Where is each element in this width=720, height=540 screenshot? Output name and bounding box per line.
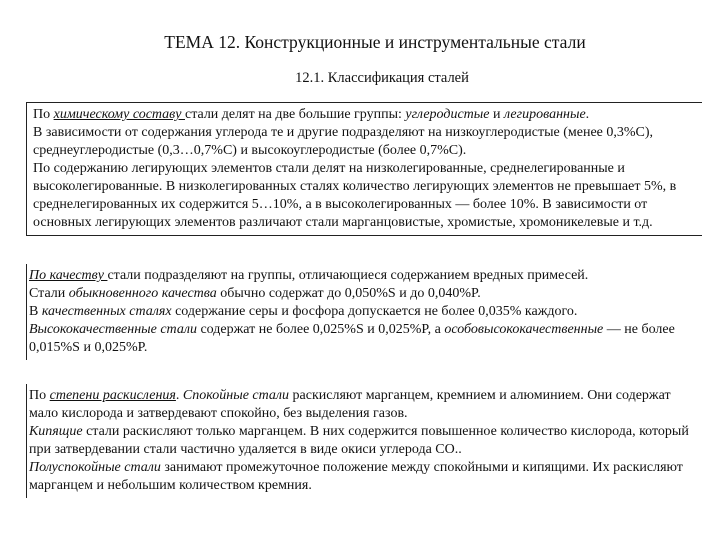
chemical-composition-block	[26, 102, 702, 236]
paragraph: Полуспокойные стали занимают промежуточное положение между спокойными и кипящими. Их раскисляют марганцем и небольшим количеством кремния.	[29, 460, 683, 493]
deoxidation-block	[26, 384, 702, 498]
paragraph: Стали обыкновенного качества обычно содержат до 0,050%S и до 0,040%P.	[29, 286, 481, 301]
paragraph: Высококачественные стали содержат не более 0,025%S и 0,025%P, а особовысококачественные — не более 0,015%S и 0,025%P.	[29, 322, 675, 355]
paragraph: В качественных сталях содержание серы и фосфора допускается не более 0,035% каждого.	[29, 304, 578, 319]
paragraph: По содержанию легирующих элементов стали делят на низколегированные, среднелегированные и высоколегированные. В низколегированных сталях количество легирующих элементов не превышает 5%, в среднелегированных их содержится 5…10%, а в высоколегированных — более 10%. В зависимости от основных легирующих элементов различают стали марганцовистые, хромистые, хромоникелевые и т.д.	[33, 161, 677, 230]
paragraph: В зависимости от содержания углерода те и другие подразделяют на низкоуглеродистые (менее 0,3%С), среднеуглеродистые (0,3…0,7%С) и высокоуглеродистые (более 0,7%С).	[33, 125, 654, 158]
paragraph: По химическому составу стали делят на две большие группы: углеродистые и легированные.	[33, 107, 590, 122]
quality-block	[26, 264, 702, 360]
paragraph: По степени раскисления. Спокойные стали раскисляют марганцем, кремнием и алюминием. Они содержат мало кислорода и затвердевают спокойно, без выделения газов.	[29, 388, 671, 421]
section-subtitle: 12.1. Классификация сталей	[295, 70, 469, 86]
paragraph: По качеству стали подразделяют на группы, отличающиеся содержанием вредных примесей.	[29, 268, 589, 283]
page-title: ТЕМА 12. Конструкционные и инструментальные стали	[164, 32, 586, 52]
paragraph: Кипящие стали раскисляют только марганцем. В них содержится повышенное количество кислорода, который при затвердевании стали частично удаляется в виде окиси углерода СО..	[29, 424, 689, 457]
